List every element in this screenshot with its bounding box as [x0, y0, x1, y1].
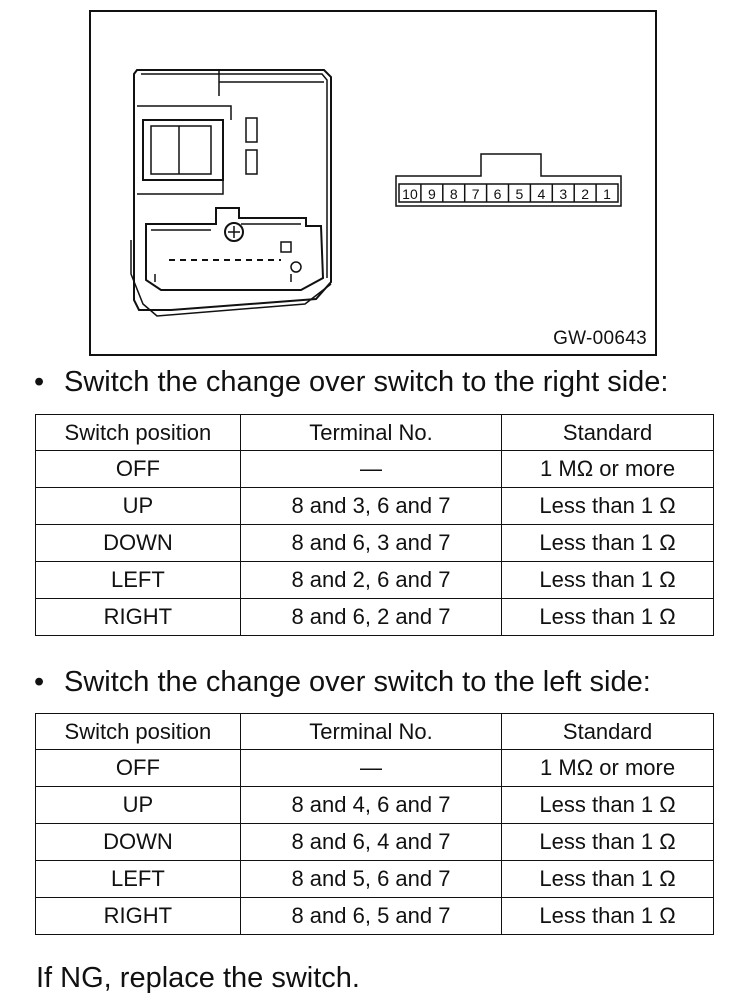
- table-cell: 8 and 6, 2 and 7: [240, 599, 501, 636]
- table-row: [36, 562, 714, 599]
- pin-label: 6: [493, 186, 502, 202]
- table-cell: RIGHT: [36, 599, 241, 636]
- table-row: [36, 898, 714, 935]
- column-header: Terminal No.: [240, 415, 501, 451]
- table-cell: 1 MΩ or more: [502, 750, 714, 787]
- table-row: [36, 787, 714, 824]
- table-cell: DOWN: [36, 525, 241, 562]
- section-2-heading-text: Switch the change over switch to the left side:: [64, 666, 651, 698]
- table-cell: Less than 1 Ω: [502, 488, 714, 525]
- pin-label: 9: [427, 186, 436, 202]
- section-1-heading: [34, 366, 668, 399]
- table-row: [36, 861, 714, 898]
- spec-table-left: [35, 713, 714, 935]
- pin-label: 8: [449, 186, 458, 202]
- note-text: If NG, replace the switch.: [36, 962, 360, 994]
- table-cell: 8 and 6, 5 and 7: [240, 898, 501, 935]
- section-1-heading-text: Switch the change over switch to the right side:: [64, 366, 669, 398]
- section-2-heading: [34, 666, 651, 699]
- pin-label: 10: [402, 186, 418, 202]
- table-cell: 8 and 3, 6 and 7: [240, 488, 501, 525]
- table-cell: LEFT: [36, 562, 241, 599]
- bullet-icon: •: [34, 666, 45, 698]
- column-header: Standard: [502, 714, 714, 750]
- table-cell: 8 and 6, 3 and 7: [240, 525, 501, 562]
- table-cell: Less than 1 Ω: [502, 787, 714, 824]
- pin-label: 7: [471, 186, 480, 202]
- table-row: [36, 525, 714, 562]
- table-cell: LEFT: [36, 861, 241, 898]
- pin-label: 1: [603, 186, 611, 202]
- table-cell: DOWN: [36, 824, 241, 861]
- table-header-row: [36, 415, 714, 451]
- table-cell: UP: [36, 787, 241, 824]
- bullet-icon: •: [34, 366, 45, 398]
- table-cell: 8 and 6, 4 and 7: [240, 824, 501, 861]
- table-cell: OFF: [36, 750, 241, 787]
- pin-label: 5: [515, 186, 524, 202]
- table-cell: 8 and 5, 6 and 7: [240, 861, 501, 898]
- table-row: [36, 750, 714, 787]
- table-row: [36, 451, 714, 488]
- table-cell: Less than 1 Ω: [502, 525, 714, 562]
- table-cell: —: [240, 451, 501, 488]
- connector-housing: [146, 208, 323, 290]
- table-cell: Less than 1 Ω: [502, 599, 714, 636]
- table-cell: RIGHT: [36, 898, 241, 935]
- table-cell: Less than 1 Ω: [502, 861, 714, 898]
- table-cell: Less than 1 Ω: [502, 562, 714, 599]
- table-cell: OFF: [36, 451, 241, 488]
- table-cell: UP: [36, 488, 241, 525]
- switch-figure: [89, 10, 657, 356]
- column-header: Terminal No.: [240, 714, 501, 750]
- switch-drawing: [91, 12, 655, 354]
- column-header: Switch position: [36, 415, 241, 451]
- spec-table-right: [35, 414, 714, 636]
- pin-label: 4: [537, 186, 546, 202]
- table-cell: 8 and 4, 6 and 7: [240, 787, 501, 824]
- table-cell: Less than 1 Ω: [502, 898, 714, 935]
- table-header-row: [36, 714, 714, 750]
- table-row: [36, 488, 714, 525]
- table-cell: —: [240, 750, 501, 787]
- figure-id: GW-00643: [553, 328, 647, 349]
- table-row: [36, 824, 714, 861]
- column-header: Switch position: [36, 714, 241, 750]
- table-cell: Less than 1 Ω: [502, 824, 714, 861]
- pin-label: 2: [581, 186, 590, 202]
- table-cell: 8 and 2, 6 and 7: [240, 562, 501, 599]
- table-cell: 1 MΩ or more: [502, 451, 714, 488]
- pin-label: 3: [559, 186, 568, 202]
- column-header: Standard: [502, 415, 714, 451]
- table-row: [36, 599, 714, 636]
